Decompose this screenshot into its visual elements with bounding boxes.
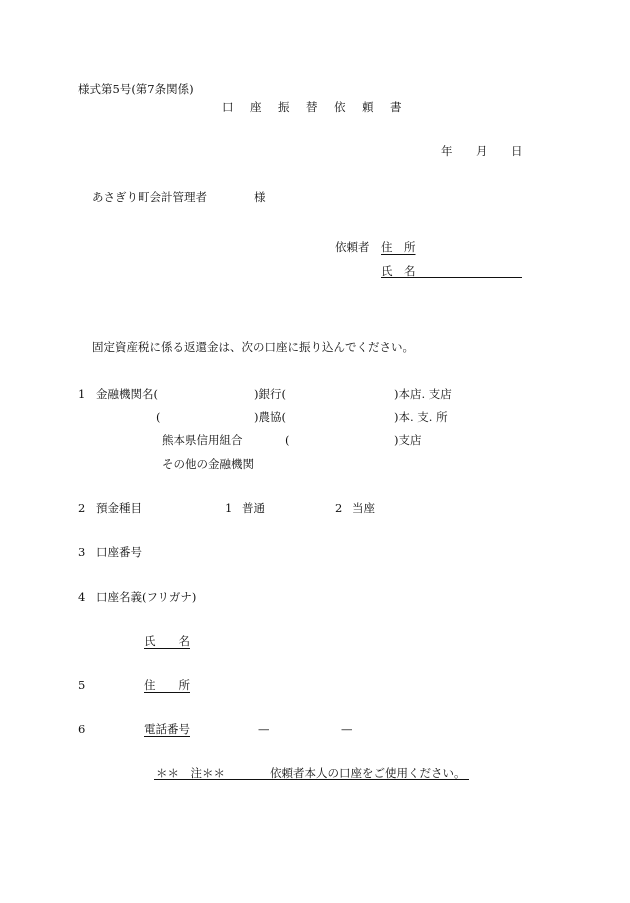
section6-number: 6 xyxy=(78,722,86,736)
request-statement: 固定資産税に係る返還金は、次の口座に振り込んでください。 xyxy=(92,340,414,354)
requester-address-label: 住 所 xyxy=(381,240,416,254)
account-holder-label: 口座名義(フリガナ) xyxy=(96,590,197,604)
phone-dash-2: — xyxy=(341,722,353,736)
ja-close-label: )農協( xyxy=(254,410,286,424)
ordinary-option[interactable]: 普通 xyxy=(242,501,265,515)
other-institution-label: その他の金融機関 xyxy=(162,457,254,471)
form-number: 様式第5号(第7条関係) xyxy=(78,82,194,96)
bank-branch-label: )本店. 支店 xyxy=(394,387,452,401)
section5-number: 5 xyxy=(78,678,86,692)
current-option[interactable]: 当座 xyxy=(352,501,375,515)
date-year-label: 年 xyxy=(441,144,453,158)
title-char: 書 xyxy=(390,100,402,114)
title-char: 依 xyxy=(334,100,346,114)
addressee-name: あさぎり町会計管理者 xyxy=(92,190,207,204)
requester-name-label: 氏 名 xyxy=(381,264,416,278)
option1-number: 1 xyxy=(225,501,233,515)
requester-name-line[interactable] xyxy=(381,277,522,278)
section1-label: 金融機関名( xyxy=(96,387,158,401)
section2-number: 2 xyxy=(78,501,86,515)
deposit-type-label: 預金種目 xyxy=(96,501,142,515)
section4-number: 4 xyxy=(78,590,86,604)
address-label: 住 所 xyxy=(144,678,190,692)
note-text: 依頼者本人の口座をご使用ください。 xyxy=(270,766,466,780)
title-char: 口 xyxy=(222,100,234,114)
title-char: 替 xyxy=(306,100,318,114)
requester-label: 依頼者 xyxy=(335,240,370,254)
account-number-label: 口座番号 xyxy=(96,545,142,559)
date-day-label: 日 xyxy=(511,144,523,158)
title-char: 振 xyxy=(278,100,290,114)
title-char: 座 xyxy=(250,100,262,114)
bank-close-label: )銀行( xyxy=(254,387,286,401)
date-month-label: 月 xyxy=(476,144,488,158)
note-marker: ＊＊ 注＊＊ xyxy=(156,766,225,780)
shinkumi-branch-label: )支店 xyxy=(394,433,422,447)
shinkumi-open-paren: ( xyxy=(285,433,290,447)
shinkumi-label: 熊本県信用組合 xyxy=(162,433,243,447)
ja-open-paren: ( xyxy=(156,410,161,424)
section1-number: 1 xyxy=(78,387,86,401)
addressee-honorific: 様 xyxy=(254,190,266,204)
option2-number: 2 xyxy=(335,501,343,515)
section3-number: 3 xyxy=(78,545,86,559)
phone-dash-1: — xyxy=(258,722,270,736)
phone-number-label: 電話番号 xyxy=(144,722,190,736)
title-char: 頼 xyxy=(362,100,374,114)
account-holder-name-label: 氏 名 xyxy=(144,634,190,648)
note-underline xyxy=(154,779,469,780)
ja-branch-label: )本. 支. 所 xyxy=(394,410,448,424)
